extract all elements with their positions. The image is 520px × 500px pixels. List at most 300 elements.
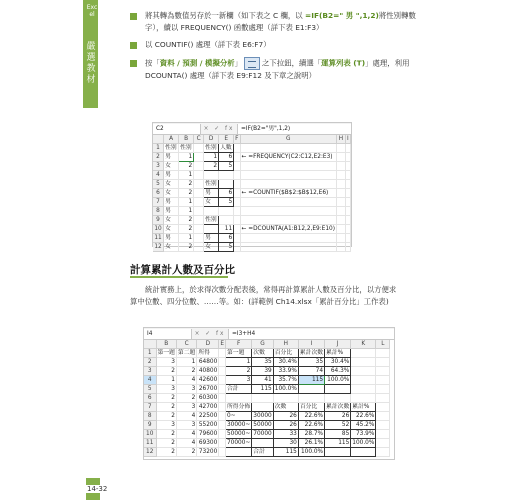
row-header[interactable]: 2 — [153, 153, 164, 162]
cell[interactable]: 73.9% — [351, 430, 376, 439]
cell[interactable]: 6 — [219, 234, 234, 243]
cell[interactable]: 60300 — [197, 394, 219, 403]
sheet-row — [153, 198, 351, 207]
cell[interactable]: 50000~ — [226, 431, 251, 438]
side-tab-lang: Excel — [86, 4, 98, 18]
cell[interactable]: 百分比 — [298, 403, 324, 412]
cell[interactable] — [219, 412, 226, 421]
cell[interactable]: 第一題 — [225, 349, 251, 358]
column-header[interactable]: K — [351, 340, 376, 349]
bullet-item — [130, 57, 430, 82]
row-header[interactable]: 9 — [153, 216, 164, 225]
cell[interactable]: 2 — [156, 367, 176, 376]
cell[interactable] — [376, 439, 390, 448]
cell[interactable]: 70000~ — [226, 440, 251, 447]
cell[interactable]: 42600 — [197, 376, 219, 385]
cell[interactable] — [219, 367, 226, 376]
cell[interactable] — [336, 243, 345, 252]
side-char: 嚴 — [86, 42, 96, 52]
cell[interactable] — [240, 234, 336, 243]
cell[interactable]: 累計% — [325, 349, 351, 358]
column-header[interactable]: L — [376, 340, 390, 349]
cell[interactable]: 1 — [179, 153, 194, 162]
cell[interactable] — [351, 367, 376, 376]
column-header[interactable]: D — [204, 135, 219, 144]
cell[interactable]: 人數 — [220, 145, 232, 152]
cell[interactable]: 2 — [179, 243, 194, 252]
cell[interactable] — [345, 216, 350, 225]
cell[interactable] — [240, 180, 336, 189]
cell[interactable]: 5 — [219, 162, 234, 171]
cell[interactable]: 3 — [156, 358, 176, 367]
cell[interactable]: 累計次數 — [326, 404, 350, 411]
row-header[interactable]: 1 — [144, 349, 156, 358]
cell[interactable]: 性別 — [180, 145, 192, 152]
cell[interactable] — [345, 162, 350, 171]
cell[interactable] — [376, 421, 390, 430]
cell[interactable]: 5 — [219, 243, 234, 252]
row-header[interactable]: 12 — [144, 448, 156, 457]
cell[interactable] — [252, 403, 273, 412]
row-header[interactable]: 8 — [144, 412, 156, 421]
name-box[interactable]: I4 — [144, 329, 192, 339]
cell[interactable] — [273, 394, 298, 403]
cell[interactable] — [219, 421, 226, 430]
cell[interactable]: 26.1% — [298, 439, 324, 448]
column-header[interactable]: G — [252, 340, 273, 349]
row-header[interactable]: 8 — [153, 207, 164, 216]
cell[interactable]: 33.9% — [273, 367, 298, 376]
cell[interactable] — [376, 385, 390, 394]
cell[interactable] — [219, 207, 234, 216]
cell[interactable]: 4 — [176, 439, 196, 448]
cell[interactable]: 100.0% — [325, 376, 351, 385]
name-box[interactable]: C2 — [153, 124, 201, 134]
cell[interactable]: 79600 — [197, 430, 219, 439]
cell[interactable] — [336, 216, 345, 225]
cell[interactable] — [345, 234, 350, 243]
row-header[interactable]: 1 — [153, 144, 164, 153]
cell[interactable] — [298, 394, 324, 403]
cell[interactable]: 所得 — [197, 349, 219, 358]
cell[interactable]: 男 — [164, 234, 179, 243]
row-header[interactable]: 10 — [154, 226, 162, 233]
cell[interactable]: 女 — [164, 216, 179, 225]
cell[interactable]: 30000 — [253, 413, 272, 420]
cell[interactable]: 性別 — [205, 145, 217, 152]
cell[interactable]: 累計% — [351, 403, 376, 412]
row-header[interactable]: 2 — [144, 358, 156, 367]
cell[interactable] — [336, 198, 345, 207]
sheet-row — [144, 439, 390, 448]
cell[interactable] — [219, 376, 226, 385]
cell[interactable]: 3 — [176, 403, 196, 412]
row-header[interactable]: 3 — [144, 367, 156, 376]
cell[interactable]: 22.6% — [351, 412, 376, 421]
cell[interactable]: 35.7% — [273, 376, 298, 385]
cell[interactable]: 2 — [156, 439, 176, 448]
cell[interactable] — [336, 189, 345, 198]
cell[interactable]: 55200 — [197, 421, 219, 430]
cell[interactable]: 2 — [176, 394, 196, 403]
cell[interactable] — [336, 153, 345, 162]
body-paragraph: 統計實務上，於求得次數分配表後，常得再計算累計人數及百分比，以方便求算中位數、四分位數、……等。如：(詳範例 Ch14.xlsx「累計百分比」工作表) — [130, 285, 397, 306]
cell[interactable]: 33 — [273, 430, 298, 439]
cell[interactable] — [219, 448, 226, 457]
cell[interactable] — [336, 162, 345, 171]
cell[interactable]: 2 — [156, 448, 176, 457]
cell[interactable] — [376, 448, 390, 457]
cell[interactable] — [336, 225, 345, 234]
cell[interactable] — [345, 243, 350, 252]
cell[interactable] — [252, 394, 273, 403]
cell[interactable] — [219, 180, 234, 189]
cell[interactable]: 1 — [179, 234, 194, 243]
cell[interactable]: 2 — [225, 367, 251, 376]
row-header[interactable]: 11 — [154, 235, 162, 242]
cell[interactable]: 5 — [219, 198, 234, 207]
cell[interactable]: 百分比 — [273, 349, 298, 358]
cell[interactable] — [351, 358, 376, 367]
cell[interactable]: 28.7% — [298, 430, 324, 439]
select-all-corner[interactable] — [144, 340, 156, 349]
cell[interactable]: 2 — [156, 403, 176, 412]
cell[interactable] — [345, 189, 350, 198]
cell[interactable]: 1 — [204, 153, 219, 162]
row-header[interactable]: 7 — [144, 403, 156, 412]
cell[interactable] — [325, 385, 351, 394]
cell[interactable]: 2 — [156, 430, 176, 439]
cell[interactable] — [345, 207, 350, 216]
cell[interactable]: 30.4% — [273, 358, 298, 367]
cell[interactable]: 2 — [179, 189, 194, 198]
cell[interactable] — [219, 171, 234, 180]
bullet-text: 將其轉為數值另存於一新欄（如下表之 C 欄，以 — [145, 11, 306, 20]
cell[interactable] — [240, 243, 336, 252]
cell[interactable]: 累計次數 — [299, 350, 324, 357]
cell[interactable]: 64800 — [197, 358, 219, 367]
cell[interactable] — [345, 180, 350, 189]
cell[interactable] — [194, 189, 204, 198]
cell[interactable]: 64.3% — [325, 367, 351, 376]
column-header[interactable]: J — [325, 340, 351, 349]
column-header[interactable]: E — [220, 341, 224, 348]
column-header[interactable]: C — [194, 135, 204, 144]
cell[interactable]: 45.2% — [351, 421, 376, 430]
cell[interactable]: 2 — [156, 394, 176, 403]
cell[interactable]: 69300 — [197, 439, 219, 448]
cell[interactable] — [376, 349, 390, 358]
cell[interactable]: 男 — [164, 198, 179, 207]
cell[interactable] — [351, 349, 376, 358]
cell[interactable]: 52 — [325, 421, 351, 430]
cell[interactable] — [345, 225, 350, 234]
cell[interactable] — [204, 171, 219, 180]
cell[interactable] — [194, 198, 204, 207]
cell[interactable]: 2 — [179, 162, 194, 171]
cell[interactable]: 1 — [156, 376, 176, 385]
row-header[interactable]: 6 — [153, 189, 164, 198]
cell[interactable]: 2 — [179, 216, 194, 225]
select-all-corner[interactable] — [153, 135, 164, 144]
cell[interactable] — [345, 144, 350, 153]
cell[interactable] — [204, 207, 219, 216]
cell-grid[interactable] — [153, 135, 351, 252]
cell[interactable] — [240, 144, 336, 153]
cell[interactable]: 第二題 — [177, 350, 196, 357]
cell[interactable] — [194, 207, 204, 216]
cell[interactable]: 性別 — [205, 217, 217, 224]
cell[interactable]: 女 — [204, 243, 219, 252]
formula-input[interactable]: =IF(B2="男",1,2) — [237, 124, 351, 134]
cell[interactable]: 男 — [204, 234, 219, 243]
column-header[interactable]: D — [197, 340, 219, 349]
cell[interactable]: 74 — [298, 367, 324, 376]
cell[interactable]: 115 — [298, 376, 324, 385]
cell[interactable]: 30.4% — [325, 358, 351, 367]
cell[interactable] — [345, 153, 350, 162]
cell[interactable]: 35 — [298, 358, 324, 367]
cell[interactable]: 35 — [252, 358, 273, 367]
cell[interactable] — [219, 439, 226, 448]
cell[interactable]: 0~ — [225, 412, 251, 421]
row-header[interactable]: 5 — [144, 385, 156, 394]
cell[interactable]: 男 — [204, 189, 219, 198]
cell[interactable] — [194, 243, 204, 252]
cell[interactable] — [240, 198, 336, 207]
cell[interactable] — [219, 430, 226, 439]
cell[interactable]: 1 — [179, 198, 194, 207]
cell[interactable]: 115 — [273, 448, 298, 457]
sheet-row — [153, 171, 351, 180]
cell[interactable]: 次數 — [273, 403, 298, 412]
cell[interactable]: 合計 — [252, 448, 273, 457]
column-header[interactable]: E — [219, 135, 234, 144]
cell[interactable]: ← =COUNTIF($B$2:$B$12,E6) — [240, 189, 336, 198]
cell[interactable]: 1 — [176, 358, 196, 367]
column-header[interactable]: I — [347, 136, 349, 143]
formula-highlight: =IF(B2=" 男 ",1,2) — [305, 11, 379, 20]
cell[interactable] — [336, 207, 345, 216]
cell[interactable]: 男 — [164, 153, 179, 162]
cell[interactable] — [194, 171, 204, 180]
cell[interactable] — [376, 367, 390, 376]
sheet-row — [144, 385, 390, 394]
cell[interactable] — [194, 216, 204, 225]
bullet-item — [130, 10, 430, 33]
cell[interactable]: 4 — [176, 412, 196, 421]
cell[interactable] — [225, 448, 251, 457]
cell[interactable]: 30000~ — [226, 422, 251, 429]
cell[interactable]: 26 — [273, 412, 298, 421]
cell[interactable] — [194, 180, 204, 189]
cell[interactable]: ← =FREQUENCY(C2:C12,E2:E3) — [240, 153, 336, 162]
cell[interactable]: 男 — [164, 207, 179, 216]
cell[interactable]: 26700 — [197, 385, 219, 394]
cell[interactable] — [376, 394, 390, 403]
cell[interactable] — [240, 216, 336, 225]
cell[interactable]: 女 — [164, 243, 179, 252]
cell[interactable]: 次數 — [252, 349, 273, 358]
cell[interactable]: 11 — [219, 225, 234, 234]
cell[interactable]: 3 — [156, 421, 176, 430]
cell[interactable]: 115 — [325, 439, 351, 448]
cell[interactable] — [219, 394, 226, 403]
cell[interactable] — [336, 171, 345, 180]
cell[interactable]: 1 — [179, 207, 194, 216]
cell[interactable]: 4 — [176, 376, 196, 385]
cell[interactable]: 4 — [176, 430, 196, 439]
cell[interactable] — [204, 225, 219, 234]
column-header[interactable]: A — [164, 135, 179, 144]
cell[interactable]: 3 — [156, 385, 176, 394]
side-char: 選 — [86, 53, 96, 63]
side-tab-label — [86, 42, 96, 86]
cell[interactable] — [351, 448, 376, 457]
cell[interactable] — [219, 403, 226, 412]
cell[interactable] — [219, 349, 226, 358]
cell[interactable] — [325, 448, 351, 457]
row-header[interactable]: 12 — [154, 244, 162, 251]
cell[interactable]: 39 — [252, 367, 273, 376]
bullet-text: 將性別轉數字），續以 FREQUENCY() 函數處理（詳下表 E1:F3） — [145, 11, 416, 32]
cell[interactable] — [336, 144, 345, 153]
column-header[interactable]: B — [156, 340, 176, 349]
cell[interactable] — [219, 385, 226, 394]
cell[interactable]: 性別 — [205, 181, 217, 188]
row-header[interactable]: 11 — [144, 439, 156, 448]
cell[interactable] — [325, 394, 351, 403]
cell[interactable]: 2 — [179, 225, 194, 234]
row-header[interactable]: 3 — [153, 162, 164, 171]
cell[interactable]: 性別 — [165, 145, 177, 152]
column-header[interactable]: H — [336, 135, 345, 144]
cell[interactable]: 女 — [204, 198, 219, 207]
row-header[interactable]: 10 — [144, 430, 156, 439]
cell[interactable]: 50000 — [253, 422, 272, 429]
cell[interactable] — [351, 376, 376, 385]
column-header[interactable]: F — [235, 136, 239, 143]
cell[interactable]: ← =DCOUNTA(A1:B12,2,E9:E10) — [241, 226, 335, 233]
cell[interactable]: 40800 — [197, 367, 219, 376]
cell[interactable]: 22.6% — [298, 421, 324, 430]
row-header[interactable]: 9 — [144, 421, 156, 430]
cell[interactable]: 6 — [219, 189, 234, 198]
cell[interactable] — [336, 180, 345, 189]
cell[interactable]: 女 — [164, 225, 179, 234]
formula-tools[interactable]: × ✓ fx — [203, 125, 235, 132]
cell[interactable] — [225, 394, 251, 403]
cell[interactable] — [240, 171, 336, 180]
cell[interactable] — [376, 412, 390, 421]
column-header[interactable]: H — [273, 340, 298, 349]
cell[interactable]: 100.0% — [274, 386, 297, 393]
cell[interactable]: 73200 — [197, 448, 219, 457]
row-header[interactable]: 5 — [153, 180, 164, 189]
formula-tools[interactable]: × ✓ fx — [194, 330, 226, 337]
column-header[interactable]: I — [298, 340, 324, 349]
cell[interactable]: 3 — [176, 421, 196, 430]
cell[interactable]: 合計 — [225, 385, 251, 394]
row-header[interactable]: 6 — [144, 394, 156, 403]
heading-underline — [130, 276, 228, 278]
cell[interactable]: 100.0% — [298, 448, 324, 457]
cell[interactable]: 42700 — [197, 403, 219, 412]
cell[interactable]: 2 — [156, 412, 176, 421]
cell[interactable]: 2 — [176, 448, 196, 457]
cell[interactable] — [252, 439, 273, 448]
cell[interactable] — [351, 385, 376, 394]
cell[interactable]: 第一題 — [157, 350, 175, 357]
cell[interactable]: 男 — [164, 171, 179, 180]
cell[interactable] — [240, 162, 336, 171]
cell[interactable]: 女 — [164, 189, 179, 198]
cell[interactable]: 2 — [179, 180, 194, 189]
cell[interactable]: 26 — [273, 421, 298, 430]
row-header[interactable]: 4 — [144, 376, 156, 385]
cell[interactable] — [219, 216, 234, 225]
cell-grid[interactable] — [144, 340, 390, 457]
cell[interactable]: 22500 — [197, 412, 219, 421]
row-header[interactable]: 7 — [153, 198, 164, 207]
cell[interactable] — [194, 153, 204, 162]
cell[interactable] — [194, 234, 204, 243]
cell[interactable]: 70000 — [253, 431, 272, 438]
cell[interactable]: 6 — [219, 153, 234, 162]
column-header[interactable]: C — [176, 340, 196, 349]
side-char: 教 — [86, 64, 96, 74]
cell[interactable] — [194, 162, 204, 171]
cell[interactable] — [376, 358, 390, 367]
cell[interactable] — [376, 430, 390, 439]
cell[interactable] — [345, 198, 350, 207]
cell[interactable]: 所得分佈 — [226, 404, 251, 411]
cell[interactable] — [298, 385, 324, 394]
cell[interactable]: 2 — [176, 367, 196, 376]
cell[interactable]: 30 — [273, 439, 298, 448]
cell[interactable]: 22.6% — [298, 412, 324, 421]
cell[interactable]: 3 — [176, 385, 196, 394]
cell[interactable]: 41 — [252, 376, 273, 385]
cell[interactable] — [219, 358, 226, 367]
cell[interactable] — [194, 144, 204, 153]
section-heading: 計算累計人數及百分比 — [130, 264, 235, 276]
cell[interactable]: 女 — [164, 162, 179, 171]
cell[interactable]: 2 — [204, 162, 219, 171]
cell[interactable] — [345, 171, 350, 180]
sheet-row — [144, 430, 390, 439]
column-header[interactable]: B — [179, 135, 194, 144]
cell[interactable] — [240, 207, 336, 216]
cell[interactable] — [351, 394, 376, 403]
column-header[interactable]: G — [240, 135, 336, 144]
cell[interactable]: 85 — [325, 430, 351, 439]
cell[interactable] — [336, 234, 345, 243]
cell[interactable] — [376, 376, 390, 385]
cell[interactable]: 115 — [252, 385, 273, 394]
column-header[interactable]: F — [225, 340, 251, 349]
cell[interactable] — [194, 225, 204, 234]
cell[interactable]: 3 — [225, 376, 251, 385]
cell[interactable]: 1 — [179, 171, 194, 180]
cell[interactable]: 100.0% — [352, 440, 375, 447]
cell[interactable]: 女 — [164, 180, 179, 189]
cell[interactable]: 26 — [325, 412, 351, 421]
row-header[interactable]: 4 — [153, 171, 164, 180]
cell[interactable]: 1 — [225, 358, 251, 367]
cell[interactable] — [376, 403, 390, 412]
formula-input[interactable]: =I3+H4 — [228, 329, 394, 339]
